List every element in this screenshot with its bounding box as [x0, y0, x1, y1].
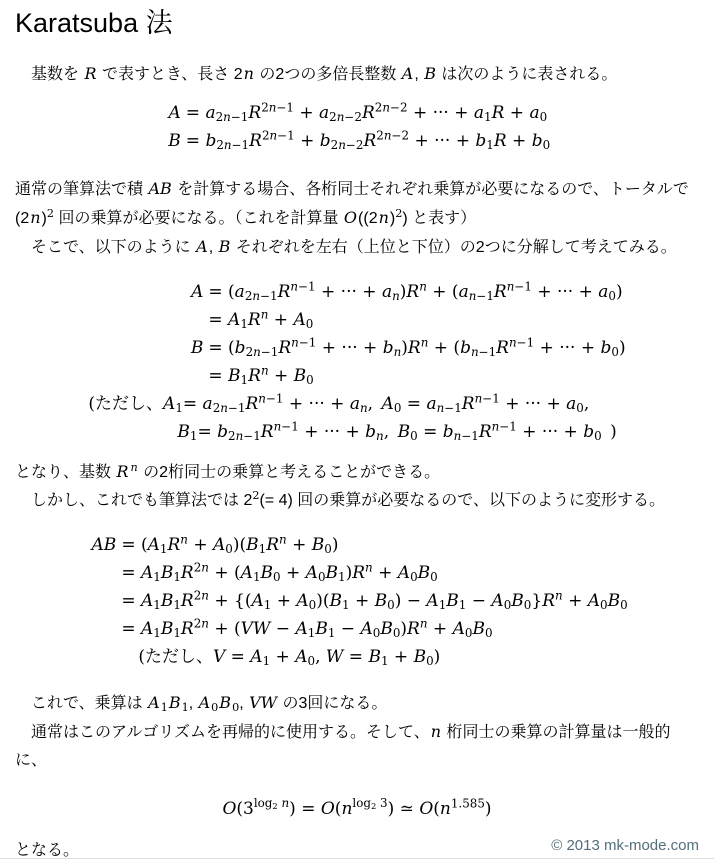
formula-line: B = ($b_{2n-1}R^{n-1}$ + ··· + $b_n)R^n + (b_{n-1}R^{n-1}$ + ··· + $b_0$) [190, 335, 626, 359]
paragraph-naive-cost: 通常の筆算法で積 AB を計算する場合、各桁同士それぞれ乗算が必要になるので、トータルで $(2n)^2$ 回の乗算が必要になる。（これを計算量 $O((2n)^2)$ と表す） [15, 179, 689, 227]
page-title: Karatsuba 法 [15, 8, 173, 38]
paragraph-transform: しかし、これでも筆算法では $2^2(= 4)$ 回の乗算が必要なるので、以下のように変形する。 [31, 488, 665, 509]
formula-line: = $A_1B_1R^{2n} + (VW - A_1B_1 - A_0B_0)R^n + A_0B_0$ [121, 616, 493, 640]
formula-line: = $A_1R^n + A_0$ [208, 307, 314, 331]
paragraph-split-idea: そこで、以下のように A, B それぞれを左右（上位と下位）の2つに分解して考えてみる。 [31, 237, 677, 256]
formula-line: = $A_1B_1R^{2n} + (A_1B_0 + A_0B_1)R^n + A_0B_0$ [121, 560, 438, 584]
aligned-equations [86, 531, 627, 643]
formula-line: = $B_1R^n + B_0$ [208, 363, 314, 387]
paragraph-intro: 基数を R で表すとき、長さ 2n の2つの多倍長整数 A, B は次のように表される。 [31, 64, 618, 83]
formula-note: (ただし、$V = A_1 + A_0$, $W = B_1 + B_0$) [138, 647, 441, 668]
formula-block-ab-definition [164, 99, 550, 155]
paragraph-recursive: 通常はこのアルゴリズムを再帰的に使用する。そして、n 桁同士の乗算の計算量は一般的に、 [15, 722, 671, 769]
formula-line: A = $a_{2n-1}R^{2n-1} + a_{2n-2}R^{2n-2}$ + ··· + $a_1R + a_0$ [168, 100, 548, 124]
formula-block-product [86, 531, 627, 671]
formula-line: AB = $(A_1R^n + A_0)(B_1R^n + B_0)$ [91, 532, 339, 556]
formula-block-complexity: $O(3^{log_2 n}) = O(n^{log_2 3})$ ≃ $O(n^{1.585})$ [222, 796, 492, 819]
paragraph-closing: となる。 [15, 842, 80, 859]
paragraph-two-digit: となり、基数 R $^n$ の2桁同士の乗算と考えることができる。 [15, 460, 441, 481]
formula-note: $B_1= b_{2n-1}R^{n-1}$ + ··· + $b_n$, $B_0 = b_{n-1}R^{n-1}$ + ··· + $b_0$ ) [177, 419, 617, 443]
footer-copyright: © 2013 mk-mode.com [551, 837, 699, 854]
formula-line: A = ($a_{2n-1}R^{n-1}$ + ··· + $a_n)R^n + (a_{n-1}R^{n-1}$ + ··· + $a_0$) [191, 279, 623, 303]
bottom-divider [0, 858, 714, 859]
formula-note: (ただし、$A_1= a_{2n-1}R^{n-1}$ + ··· + $a_n$, $A_0 = a_{n-1}R^{n-1}$ + ··· + $a_0$, [88, 391, 590, 415]
formula-line: B = $b_{2n-1}R^{2n-1} + b_{2n-2}R^{2n-2}$ + ··· + $b_1R + b_0$ [168, 128, 551, 152]
aligned-equations [186, 278, 625, 390]
formula-block-split [88, 278, 625, 446]
formula-line: = $A_1B_1R^{2n} + \{(A_1 + A_0)(B_1 + B_0) - A_1B_1 - A_0B_0\}R^n + A_0B_0$ [121, 588, 628, 612]
paragraph-three-mults: これで、乗算は $A_1B_1$, $A_0B_0$, VW の3回になる。 [31, 693, 388, 714]
